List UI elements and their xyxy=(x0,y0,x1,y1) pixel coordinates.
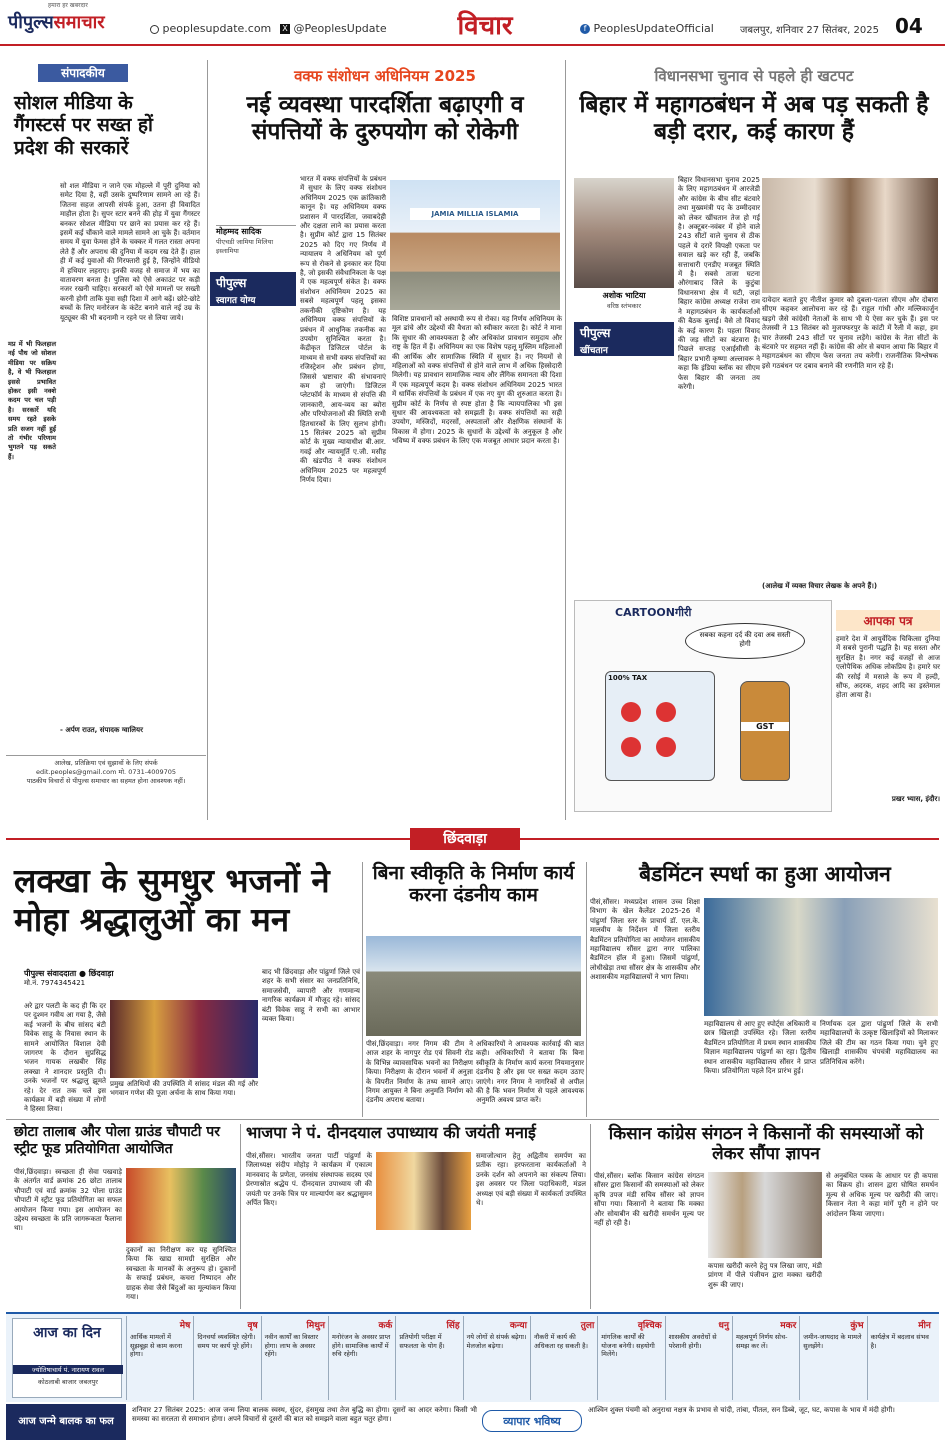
sign-text: प्रतियोगी परीक्षा में सफलता के योग हैं। xyxy=(399,1333,445,1350)
sign-cell xyxy=(530,1316,597,1400)
bjp-body-2: समाजोत्थान हेतु अद्वितीय समर्पण का प्रतीक रहा। हरफरताना कार्यकर्ताओं ने उनके दर्शन को अपनाने का संकल्प लिया। इस अवसर पर जिला पदाधिकारी, मंडल अध्यक्ष एवं बड़ी संख्या में कार्यकर्ता उपस्थित थे। xyxy=(476,1152,586,1208)
bhajan-body-2: बाद भी छिंदवाड़ा और पांढुर्णा जिले एवं शहर के सभी संसार का जनप्रतिनिधि, समाजसेवी, व्यापारी और गणमान्य नागरिक कार्यक्रम में मौजूद रहे। सांसद बंटी विवेक साहू ने सभी का आभार व्यक्त किया। xyxy=(262,968,360,1024)
talab-headline: छोटा तालाब और पोला ग्राउंड चौपाटी पर स्ट्रीट फूड प्रतियोगिता आयोजित xyxy=(14,1124,220,1157)
editorial-body: सो शल मीडिया न जाने एक मोहल्ले में पूरी दुनिया को समेट दिया है, वहीं उसके दुष्परिणाम सामने आ रहे हैं। जितना सहज आपसी संपर्क हुआ, उतना ही विवादित माहौल होता है। सुपर स्टार बनने की होड़ में युवा गैंगस्टर बनकर सोशल मीडिया पर छाने का प्रयास कर रहे हैं। इसमें कई चौंकाने वाले मामले सामने आ चुके हैं। वर्तमान समय में युवा फेमस होने के चक्कर में गलत रास्ता अपना लेते हैं और अपराध की दुनिया में कदम रख देते हैं। हाल ही में कई युवाओं की गिरफ्तारी हुई है, जिन्होंने वीडियो में हथियार लहराए। इनकी वजह से समाज में भय का वातावरण बनता है। पुलिस को ऐसे अकाउंट पर कड़ी नजर रखनी चाहिए। सरकारों को ऐसे मामलों पर सख्ती करनी होगी ताकि युवा सही दिशा में आगे बढ़ें। छोटे-छोटे बच्चों के लिए मनोरंजन के कंटेंट बनाने वाले नई उम्र के यूट्यूबर की भी बदनामी न रहने पर से लिया जाये। xyxy=(60,182,200,322)
sign-name: तुला xyxy=(580,1321,595,1331)
birth-text: शनिवार 27 सितंबर 2025: आज जन्म लिया बालक स्वस्थ, सुंदर, हंसमुख तथा तेज बुद्धि का होगा। दूसरों का आदर करेगा। किसी भी समस्या का सरलता से समाधान होगा। अपने विचारों से दूसरों की बात को समझने वाला बहुत चतुर होगा। xyxy=(132,1406,477,1424)
sign-cell xyxy=(261,1316,328,1400)
sign-text: जमीन-जायदाद के मामले सुलझेंगे। xyxy=(803,1333,862,1350)
tablet-label: 100% TAX xyxy=(608,674,648,682)
ashok-photo xyxy=(574,178,674,288)
sign-cell xyxy=(126,1316,193,1400)
waqf-brand-tag: स्वागत योग्य xyxy=(216,296,256,306)
column-divider xyxy=(240,1124,241,1309)
sign-cell xyxy=(328,1316,395,1400)
bhajan-reporter: पीपुल्स संवाददाता ● छिंदवाड़ा xyxy=(24,969,114,978)
waqf-body-1: भारत में वक्फ संपत्तियों के प्रबंधन में सुधार के लिए वक्फ संशोधन अधिनियम 2025 एक क्रांतिकारी कानून है। यह अधिनियम वक्फ प्रशासन में पारदर्शिता, जवाबदेही और दक्षता लाने का प्रयास करता है। सुप्रीम कोर्ट द्वारा 15 सितंबर 2025 को दिए गए निर्णय में न्यायालय ने अधिनियम को पूर्ण रूप से रोकने से इनकार कर दिया है, जो इसकी संवैधानिकता के पक्ष में एक महत्वपूर्ण संकेत है। वक्फ संशोधन अधिनियम 2025 का सबसे महत्वपूर्ण पहलू इसका तकनीकी दृष्टिकोण है। यह अधिनियम वक्फ संपत्तियों के प्रबंधन में आधुनिक तकनीक का उपयोग सुनिश्चित करता है। केंद्रीकृत डिजिटल पोर्टल के माध्यम से सभी वक्फ संपत्तियों का रजिस्ट्रेशन और प्रबंधन होगा, जिससे भ्रष्टाचार की संभावनाएं कम हो जाएंगी। डिजिटल प्लेटफॉर्म के माध्यम से संपत्ति की जानकारी, आय-व्यय का ब्योरा और परियोजनाओं की स्थिति सभी हितधारकों के लिए सुलभ होगी। 15 सितंबर 2025 को सुप्रीम कोर्ट के मुख्य न्यायाधीश बी.आर. गवई और न्यायमूर्ति ए.जी. मसीह की खंडपीठ ने वक्फ संशोधन अधिनियम 2025 पर महत्वपूर्ण निर्णय दिया। xyxy=(300,175,386,484)
bihar-body-1: बिहार विधानसभा चुनाव 2025 के लिए महागठबंधन में आरजेडी और कांग्रेस के बीच सीट बंटवारे तथा मुख्यमंत्री पद के उम्मीदवार को लेकर खींचतान तेज हो गई है। अक्टूबर-नवंबर में होने वाले 243 सीटों वाले चुनाव से ठीक पहले ये दरारें विपक्षी एकता पर सवाल खड़े कर रही हैं, जबकि सत्ताधारी एनडीए मजबूत स्थिति में है। सबसे ताजा घटना औरंगाबाद जिले के कुटुंबा विधानसभा क्षेत्र में घटी, जहां बिहार कांग्रेस अध्यक्ष राजेश राम ने महागठबंधन के कार्यकर्ताओं की बैठक बुलाई। वैसे तो विवाद के कई कारण हैं। पहला विवाद की जड़ सीटों का बंटवारा है। पिछले सप्ताह एआईसीसी के बिहार प्रभारी कृष्णा अल्लावरू ने कहा कि इंडिया ब्लॉक का सीएम फेस बिहार की जनता तय करेगी। xyxy=(678,176,760,391)
jamia-photo xyxy=(390,180,560,310)
cartoon-title: CARTOONगीरी xyxy=(615,606,692,619)
waqf-author-desc: पीएचडी जामिया मिलिया इस्लामिया xyxy=(216,238,274,255)
sign-name: मेष xyxy=(179,1321,191,1331)
sign-name: कन्या xyxy=(509,1321,527,1331)
sign-name: कुंभ xyxy=(850,1321,864,1331)
bihar-author-box xyxy=(574,290,674,320)
sign-name: मकर xyxy=(780,1321,797,1331)
sign-text: आर्थिक मामलों में सूझबूझ से काम करना होगा। xyxy=(130,1333,183,1358)
speech-bubble: सबका कहना दर्द की दवा अब सस्ती होगी xyxy=(685,623,805,659)
brand-tag: हमारा हर खबरदार xyxy=(48,2,88,9)
horoscope-title-box xyxy=(12,1318,122,1398)
sign-text: कार्यक्षेत्र में बदलाव संभव है। xyxy=(870,1333,929,1350)
bihar-brand-tag: खींचतान xyxy=(580,346,608,356)
bjp-body: पीसं,सौंसर। भारतीय जनता पार्टी पांढुर्णा के जिलाध्यक्ष संदीप मोहोड़ ने कार्यक्रम में एकात्म मानववाद के प्रणेता, जनसंघ संस्थापक सदस्य एवं प्रेरणास्रोत श्रद्धेय पं. दीनदयाल उपाध्याय जी की जयंती पर उनके चित्र पर माल्यार्पण कर श्रद्धासुमन अर्पित किए। xyxy=(246,1152,372,1208)
sign-cell xyxy=(867,1316,934,1400)
editorial-footer xyxy=(6,755,206,811)
bihar-brand-name: पीपुल्स xyxy=(580,326,611,340)
bhajan-body: अरे द्वार पलटी के कद ही कि दर पर दुश्मन गवीय आ गया है, जैसे कई भजनों के बीच सांसद बंटी विवेक साहू के निवास स्थान के सामने आयोजित विशाल देवी जागरण के दौरान सुप्रसिद्ध भजन गायक लखबीर सिंह लक्खा ने शानदार प्रस्तुति दी। उनके भजनों पर श्रद्धालु झूमते रहे। देर रात तक चले इस कार्यक्रम में बड़ी संख्या में लोगों ने हिस्सा लिया। xyxy=(24,1002,106,1114)
sign-cell xyxy=(463,1316,530,1400)
twitter-handle[interactable]: X @PeoplesUpdate xyxy=(280,22,420,35)
bihar-author-name: अशोक भाटिया xyxy=(602,291,646,300)
section-title: विचार xyxy=(457,11,513,41)
sign-text: मांगलिक कार्यों की योजना बनेगी। सहयोगी मिलेंगे। xyxy=(601,1333,655,1358)
waqf-brand-name: पीपुल्स xyxy=(216,276,247,290)
sign-cell xyxy=(597,1316,664,1400)
sign-name: मीन xyxy=(918,1321,931,1331)
sign-text: मनोरंजन के अवसर प्राप्त होंगे। सामाजिक कार्यों में रुचि रहेगी। xyxy=(331,1333,391,1358)
rahul-tejashwi-photo xyxy=(762,178,938,293)
bihar-body-2: दावेदार बताते हुए नीतीश कुमार को दुबला-पतला सीएम और दोबारा सीएम कहकर आलोचना कर रहे हैं। राहुल गांधी और मल्लिकार्जुन खड़गे जैसे कांग्रेसी नेताओं के साथ भी ये ऐसा कर चुके हैं। इस पर तेजस्वी ने 13 सितंबर को मुजफ्फरपुर के कांटी में रैली में कहा, हम चार तेजस्वी 243 सीटों पर चुनाव लड़ेंगे। कांग्रेस के नेता सीटों के बंटवारे पर सहमत नहीं हैं। कांग्रेस की ओर से बयान आया कि बिहार में महागठबंधन का सीएम फेस जनता तय करेगी। राजनीतिक विश्लेषक इसे गठबंधन पर दबाव बनाने की रणनीति मान रहे हैं। xyxy=(762,296,938,370)
astrologer: ज्योतिषाचार्य पं. नारायण रावल xyxy=(13,1365,123,1374)
page-number: 04 xyxy=(895,14,923,38)
brand-logo xyxy=(8,2,158,38)
letters-title: आपका पत्र xyxy=(836,610,940,631)
sign-name: वृश्चिक xyxy=(637,1321,662,1331)
badminton-body-3: निर्णायक दल द्वारा पांढुर्णा जिले के सभी महाविद्यालयों के उत्कृष्ट खिलाड़ियों को मिलाकर जिले की टीम का गठन किया गया। चुने हुए खिलाड़ी शासकीय चंपचंत्री महाविद्यालय का प्रतिनिधित्व करेंगे। xyxy=(820,1020,938,1066)
sign-text: दिनचर्या व्यवस्थित रहेगी। समय पर कार्य पूरे होंगे। xyxy=(197,1333,256,1350)
astro-place: कोठलाबी बाजार जबलपुर xyxy=(38,1378,98,1386)
waqf-author-name: मोहम्मद सादिक xyxy=(216,227,262,236)
sign-text: नवीन कार्यों का विस्तार होगा। लाभ के अवसर रहेंगे। xyxy=(264,1333,319,1358)
sign-cell xyxy=(395,1316,462,1400)
letters-body: हमारे देश में आयुर्वेदिक चिकित्सा दुनिया में सबसे पुरानी पद्धति है। यह सस्ता और सुरक्षित है। नगर कई वजहों से आज एलोपैथिक अधिक लोकप्रिय है। हमारे घर की रसोई में मसाले के रूप में हल्दी, सौंफ, अदरक, शहद आदि का इस्तेमाल होता आया है। xyxy=(836,635,940,700)
birth-label: आज जन्मे बालक का फल xyxy=(6,1404,126,1440)
waqf-headline: नई व्यवस्था पारदर्शिता बढ़ाएगी व संपत्तियों के दुरुपयोग को रोकेगी xyxy=(246,92,524,146)
bihar-credit: (आलेख में व्यक्त विचार लेखक के अपने हैं।) xyxy=(762,582,878,590)
bihar-headline: बिहार में महागठबंधन में अब पड़ सकती है बड़ी दरार, कई कारण हैं xyxy=(579,92,929,146)
horoscope-title: आज का दिन xyxy=(33,1325,101,1341)
editorial-sidebar: मप्र में भी फिलहाल नई पौध जो सोशल मीडिया पर सक्रिय है, वे भी फिलहाल इससे प्रभावित होकर इसी नक्शे कदम पर चल पड़ी है। सरकारें यदि समय रहते इसके प्रति सजग नहीं हुईं तो गंभीर परिणाम भुगतने पड़ सकते हैं। xyxy=(8,340,56,461)
brand-name: पीपुल्स xyxy=(8,12,54,33)
masthead xyxy=(0,0,945,46)
horoscope-panel xyxy=(6,1312,939,1402)
sign-cell xyxy=(665,1316,732,1400)
footer-line-3: पाठकीय विचारों से पीपुल्स समाचार का सहमत होना आवश्यक नहीं। xyxy=(26,777,186,785)
talab-body-2: दुकानों का निरीक्षण कर यह सुनिश्चित किया कि खाद्य सामग्री सुरक्षित और स्वच्छता के मानकों के अनुरूप हो। दुकानों के सफाई प्रबंधन, कचरा निष्पादन और ग्राहक सेवा जैसे बिंदुओं का मूल्यांकन किया गया। xyxy=(126,1246,236,1302)
sign-name: वृष xyxy=(247,1321,258,1331)
bihar-brand-box xyxy=(574,322,674,356)
editorial-label: संपादकीय xyxy=(38,64,128,82)
letters-author: प्रखर भ्यास, इंदौर। xyxy=(891,795,940,803)
kisan-headline: किसान कांग्रेस संगठन ने किसानों की समस्याओं को लेकर सौंपा ज्ञापन xyxy=(608,1124,924,1165)
jamia-sign: JAMIA MILLIA ISLAMIA xyxy=(410,208,540,220)
pill-icon xyxy=(621,737,641,757)
footer-line-1: आलेख, प्रतिक्रिया एवं सुझावों के लिए संपर्क xyxy=(54,759,158,767)
kisan-body: पीसं,सौंसर। ब्लॉक किसान कांग्रेस संगठन सौंसर द्वारा किसानों की समस्याओं को लेकर कृषि उपज मंडी सचिव सौंसर को ज्ञापन सौंपा गया। किसानों ने बताया कि मक्का और सोयाबीन की खरीदी समर्थन मूल्य पर नहीं हो रही है। xyxy=(594,1172,704,1228)
column-divider xyxy=(586,862,587,1117)
editorial-headline: सोशल मीडिया के गैंगस्टर्स पर सख्त हों प्रदेश की सरकारें xyxy=(14,92,153,159)
facebook-handle[interactable]: f PeoplesUpdateOfficial xyxy=(580,22,740,35)
sign-name: धनु xyxy=(718,1321,729,1331)
badminton-body-1: पीसं,सौंसर। मध्यप्रदेश शासन उच्च शिक्षा विभाग के खेल कैलेंडर 2025-26 में पांढुर्णा जिला स्तर के प्राचार्य डॉ. एल.के. मालवीय के निर्देशन में जिला स्तरीय बैडमिंटन प्रतियोगिता का आयोजन शासकीय महाविद्यालय सौंसर द्वारा नगर पालिका बैडमिंटन हॉल में हुआ। जिसमें पांढुर्णा, लोधीखेड़ा तथा सौंसर क्षेत्र के शासकीय और अशासकीय महाविद्यालयों ने भाग लिया। xyxy=(590,898,700,982)
facebook-icon: f xyxy=(580,24,590,34)
sign-text: महत्वपूर्ण निर्णय सोच-समझ कर लें। xyxy=(735,1333,788,1350)
sign-text: नौकरी में कार्य की अधिकता रह सकती है। xyxy=(533,1333,588,1350)
kisan-body-2: कपास खरीदी करने हेतु पत्र लिखा जाए, मंडी प्रांगण में पीले पंजीयन द्वारा मक्का खरीदी शुरू की जाए। xyxy=(708,1262,822,1289)
bihar-author-desc: वरिष्ठ स्तंभकार xyxy=(607,302,641,310)
sign-cell xyxy=(732,1316,799,1400)
talab-body: पीसं,छिंदवाड़ा। स्वच्छता ही सेवा पखवाड़े के अंतर्गत वार्ड क्रमांक 26 छोटा तालाब चौपाटी एवं वार्ड क्रमांक 32 पोला ग्राउंड चौपाटी में स्ट्रीट फूड प्रतियोगिता का सफल आयोजन किया गया। इस आयोजन का उद्देश्य स्वच्छता के प्रति जागरूकता फैलाना था। xyxy=(14,1168,122,1233)
bottle-label: GST xyxy=(741,722,789,731)
editorial-byline: - अर्पण राउत, संपादक ग्वालियर xyxy=(60,726,143,734)
sign-cell xyxy=(799,1316,866,1400)
nirman-headline: बिना स्वीकृति के निर्माण कार्य करना दंडनीय काम xyxy=(372,862,575,907)
pill-icon xyxy=(656,737,676,757)
nirman-body: पीसं,छिंदवाड़ा। नगर निगम की टीम ने आज शहर के नागपुर रोड एवं सिवनी रोड के विभिन्न व्यावसायिक भवनों का निरीक्षण किया। निरीक्षण के दौरान भवनों में अनुज्ञा के विपरीत निर्माण के तथ्य सामने आए। निगम आयुक्त ने बिना अनुमति निर्माण को दंडनीय अपराध बताया। xyxy=(366,1040,473,1105)
bihar-kicker: विधानसभा चुनाव से पहले ही खटपट xyxy=(654,67,854,85)
section-rule xyxy=(6,1119,939,1120)
brand-name-2: समाचार xyxy=(53,12,105,33)
letters-box xyxy=(836,610,940,810)
bjp-photo xyxy=(376,1152,471,1230)
website-link[interactable]: peoplesupdate.com xyxy=(150,22,280,35)
x-logo-icon: X xyxy=(280,24,290,34)
trade-label: व्यापार भविष्य xyxy=(482,1410,582,1432)
waqf-body-2: विशिष्ट प्रावधानों को अस्थायी रूप से रोका। यह निर्णय अधिनियम के मूल ढांचे और उद्देश्यों की वैधता को स्वीकार करता है। कोर्ट ने माना कि सुधार की आवश्यकता है और अधिकांश प्रावधान समुदाय और राष्ट्र के हित में हैं। अधिनियम का एक विशेष पहलू मुस्लिम महिलाओं की आर्थिक और सामाजिक स्थिति में सुधार है। नए नियमों से महिलाओं को वक्फ संपत्तियों से होने वाले लाभ में अधिक हिस्सेदारी मिलेगी। यह प्रावधान सामाजिक न्याय और लैंगिक समानता की दिशा में एक महत्वपूर्ण कदम है। वक्फ संशोधन अधिनियम 2025 भारत में धार्मिक संपत्तियों के प्रबंधन में एक नए युग की शुरुआत करता है। सुप्रीम कोर्ट के निर्णय से स्पष्ट होता है कि न्यायपालिका भी इस सुधार की आवश्यकता को समझती है। वक्फ संपत्तियों का सही उपयोग, मस्जिदों, मदरसों, अस्पतालों और शैक्षणिक संस्थानों के विकास में होगा। 2025 के सुधारों के उद्देश्यों के अनुकूल है और भविष्य में वक्फ प्रबंधन के लिए एक मजबूत आधार प्रदान करता है। xyxy=(392,315,562,446)
badminton-photo xyxy=(704,898,938,1016)
badminton-headline: बैडमिंटन स्पर्धा का हुआ आयोजन xyxy=(639,862,891,886)
bhajan-caption: प्रमुख अतिथियों की उपस्थिति में सांसद मंडल की गई और भगवान गणेश की पूजा अर्चना के साथ किया गया। xyxy=(110,1080,258,1098)
tablet-strip xyxy=(605,671,715,781)
bhajan-headline: लक्खा के सुमधुर भजनों ने मोहा श्रद्धालुओं का मन xyxy=(14,861,330,939)
talab-photo xyxy=(126,1168,236,1243)
sign-text: नये लोगों से संपर्क बढ़ेगा। मेलजोल बढ़ेगा। xyxy=(466,1333,527,1350)
medicine-bottle xyxy=(740,681,790,781)
sign-cell xyxy=(193,1316,260,1400)
bhajan-photo xyxy=(110,1000,258,1078)
trade-text: आश्विन शुक्ल पंचमी को अनुराधा नक्षत्र के प्रभाव से चांदी, तांबा, पीतल, सन डिब्बे, जूट, घट, कपास के भाव में मंदी होगी। xyxy=(588,1406,895,1414)
bjp-headline: भाजपा ने पं. दीनदयाल उपाध्याय की जयंती मनाई xyxy=(246,1123,536,1142)
dateline: जबलपुर, शनिवार 27 सितंबर, 2025 xyxy=(740,25,879,36)
column-divider xyxy=(590,1124,591,1309)
kisan-body-3: से अनुबंधित पत्रक के आधार पर ही कपास का विक्रय हो। शासन द्वारा घोषित समर्थन मूल्य से अधिक मूल्य पर खरीदी की जाए। किसान नेता ने कहा मांगें पूरी न होने पर आंदोलन किया जाएगा। xyxy=(826,1172,938,1218)
signs-row xyxy=(126,1316,934,1400)
pill-icon xyxy=(656,702,676,722)
sign-text: शासकीय अवरोधों से परेशानी होगी। xyxy=(668,1333,717,1350)
pill-icon xyxy=(621,702,641,722)
bihar-body-1b xyxy=(574,360,758,596)
sign-name: कर्क xyxy=(378,1321,393,1331)
bhajan-byline xyxy=(24,968,184,998)
bhajan-phone: मो.नं. 7974345421 xyxy=(24,979,86,987)
footer-line-2: edit.peoples@gmail.com मो. 0731-4009705 xyxy=(35,768,177,776)
badminton-body-2: महाविद्यालय से आए हुए स्पोर्ट्स अधिकारी व छात्र खिलाड़ी उपस्थित रहे। जिला स्तरीय बैडमिंटन प्रतियोगिता में प्रथम स्थान शासकीय विज्ञान महाविद्यालय पांढुर्णा का रहा। द्वितीय स्थान शासकीय महाविद्यालय सौंसर ने प्राप्त किया। प्रतियोगिता पहले दिन प्रारंभ हुई। xyxy=(704,1020,816,1076)
column-divider xyxy=(207,60,208,820)
column-divider xyxy=(362,862,363,1117)
waqf-kicker: वक्फ संशोधन अधिनियम 2025 xyxy=(294,67,476,85)
nirman-body-2: अधिकारियों ने आवश्यक कार्रवाई की बात कही। अधिकारियों ने बताया कि बिना स्वीकृति के निर्माण कार्य करना नियमानुसार दंडनीय है और इस पर सख्त कदम उठाए जाएंगे। नगर निगम ने नागरिकों से अपील की है कि भवन निर्माण से पहले आवश्यक अनुमति अवश्य प्राप्त करें। xyxy=(476,1040,584,1105)
sign-name: मिथुन xyxy=(306,1321,325,1331)
sign-name: सिंह xyxy=(446,1321,460,1331)
chhindwara-label: छिंदवाड़ा xyxy=(410,828,520,850)
kisan-photo xyxy=(708,1172,822,1258)
column-divider xyxy=(565,60,566,820)
globe-icon xyxy=(150,25,159,34)
cartoon-box xyxy=(574,600,832,812)
